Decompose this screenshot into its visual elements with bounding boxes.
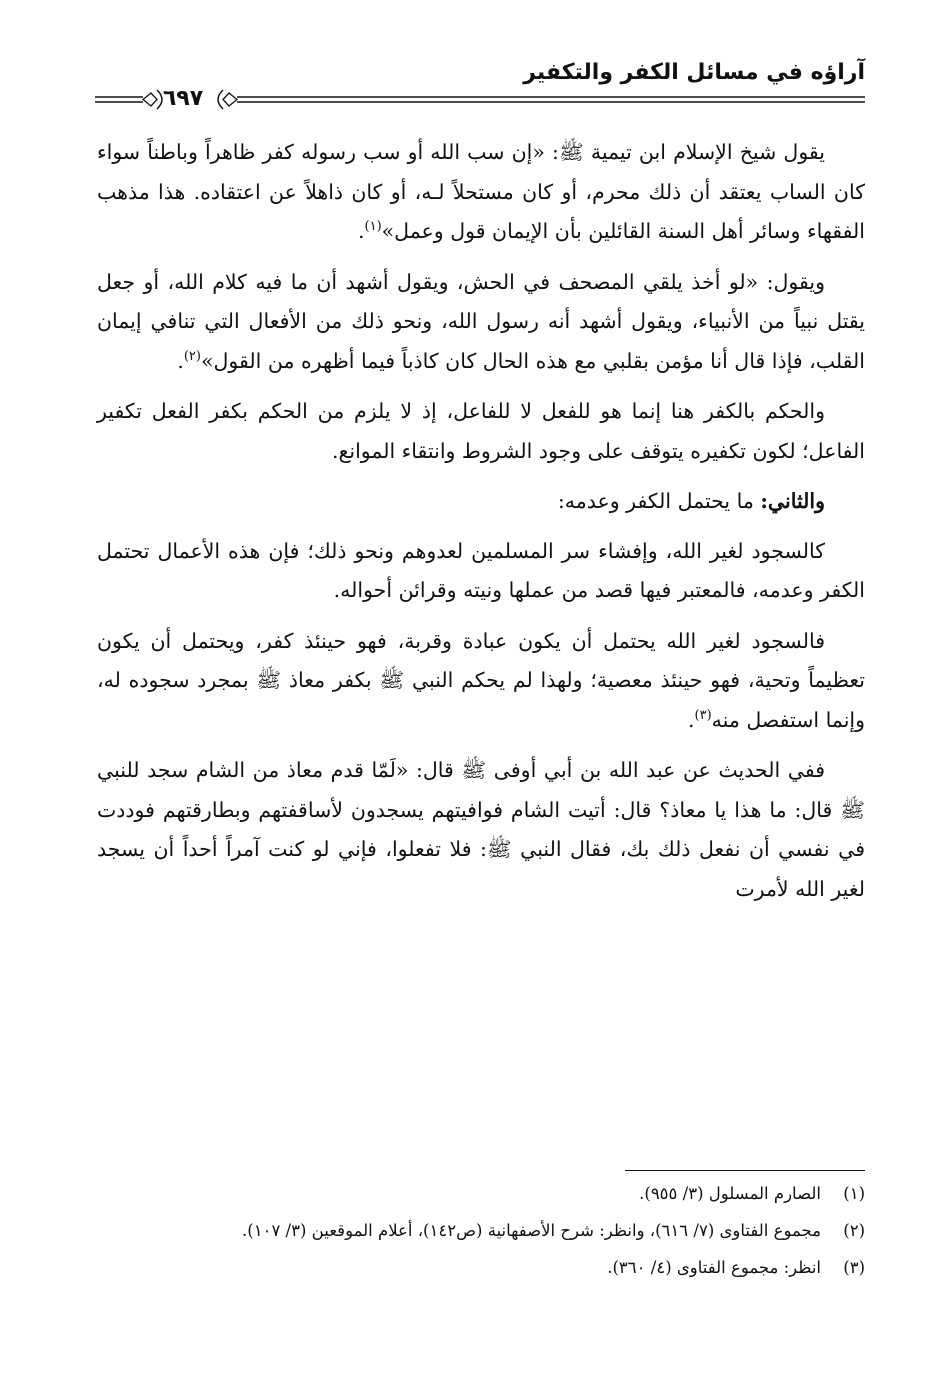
footnote — [97, 1252, 865, 1283]
paragraph-tail: . — [688, 707, 695, 732]
footnote — [97, 1178, 865, 1209]
page-number: ٦٩٧ — [162, 86, 204, 111]
footnote-ref: (٢) — [183, 348, 201, 364]
footnote-ref: (١) — [364, 219, 382, 235]
paragraph-text: ويقول: «لو أخذ يلقي المصحف في الحش، ويقول أشهد أن ما فيه كلام الله، أو جعل يقتل نبياً من الأنبياء، ويقول أشهد أنه رسول الله، ونحو ذلك من الأفعال التي تنافي إيمان القلب، فإذا قال أنا مؤمن بقلبي مع هذه الحال كان كاذباً فيما أظهره من القول» — [97, 269, 865, 373]
paragraph — [97, 622, 865, 741]
paragraph-text: فالسجود لغير الله يحتمل أن يكون عبادة وقربة، فهو حينئذ كفر، ويحتمل أن يكون تعظيماً وتحية، فهو حينئذ معصية؛ ولهذا لم يحكم النبي ﷺ بكفر معاذ ﷺ بمجرد سجوده له، وإنما استفصل منه — [97, 628, 865, 732]
paragraph — [97, 392, 865, 471]
paragraph-text: كالسجود لغير الله، وإفشاء سر المسلمين لعدوهم ونحو ذلك؛ فإن هذه الأعمال تحتمل الكفر وعدمه، فالمعتبر فيها قصد من عملها ونيته وقرائن أحواله. — [97, 538, 865, 602]
footnote — [97, 1215, 865, 1246]
footnotes — [97, 1178, 865, 1289]
paragraph-text: والحكم بالكفر هنا إنما هو للفعل لا للفاعل، إذ لا يلزم من الحكم بكفر الفعل تكفير الفاعل؛ لكون تكفيره يتوقف على وجود الشروط وانتقاء الموانع. — [97, 399, 865, 463]
paragraph — [97, 133, 865, 252]
footnote-number: (٣) — [843, 1258, 865, 1277]
footnote-number: (٢) — [843, 1221, 865, 1240]
paragraph — [97, 263, 865, 382]
running-title: آراؤه في مسائل الكفر والتكفير — [523, 60, 865, 85]
heading-lead: والثاني: — [760, 489, 825, 513]
paragraph-text: ففي الحديث عن عبد الله بن أبي أوفى ﷺ قال: «لَمّا قدم معاذ من الشام سجد للنبي ﷺ قال: ما هذا يا معاذ؟ قال: أتيت الشام فوافيتهم يسجدون لأساقفتهم وبطارقتهم فوددت في نفسي أن نفعل ذلك بك، فقال النبي ﷺ: فلا تفعلوا، فإني لو كنت آمراً أحداً أن يسجد لغير الله لأمرت — [97, 758, 865, 901]
footnote-number: (١) — [843, 1184, 865, 1203]
footnote-text: الصارم المسلول (٣/ ٩٥٥). — [639, 1184, 821, 1203]
paragraph — [97, 532, 865, 611]
paragraph-tail: . — [177, 348, 184, 373]
footnote-text: مجموع الفتاوى (٧/ ٦١٦)، وانظر: شرح الأصفهانية (ص١٤٢)، أعلام الموقعين (٣/ ١٠٧). — [242, 1221, 821, 1240]
footnote-ref: (٣) — [694, 707, 712, 723]
section-heading — [97, 482, 865, 522]
paragraph-text: يقول شيخ الإسلام ابن تيمية ﷺ: «إن سب الله أو سب رسوله كفر ظاهراً وباطناً سواء كان الساب يعتقد أن ذلك محرم، أو كان مستحلاً لـه، أو كان ذاهلاً عن اعتقاده. هذا مذهب الفقهاء وسائر أهل السنة القائلين بأن الإيمان قول وعمل» — [97, 140, 865, 243]
footnote-separator — [625, 1170, 865, 1171]
paragraph — [97, 751, 865, 909]
page-header — [95, 58, 865, 114]
footnote-text: انظر: مجموع الفتاوى (٤/ ٣٦٠). — [607, 1258, 821, 1277]
paragraph-tail: . — [357, 219, 365, 243]
main-text — [97, 133, 865, 920]
heading-text: ما يحتمل الكفر وعدمه: — [557, 489, 761, 513]
